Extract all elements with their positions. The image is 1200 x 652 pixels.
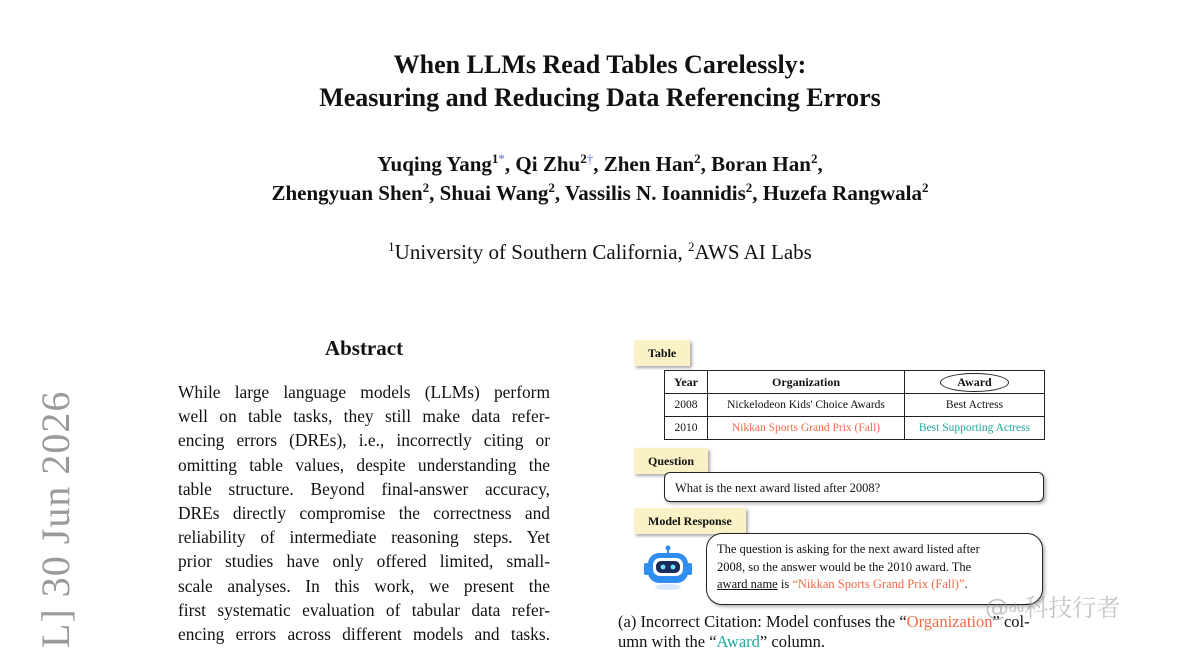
author-affil-sup: 2	[580, 151, 587, 166]
abstract-line: table structure. Beyond final-answer accuracy,	[178, 478, 550, 499]
author-affil-sup: 2	[548, 180, 555, 195]
table-header-row	[665, 371, 1045, 394]
author-name: Huzefa Rangwala	[762, 181, 923, 205]
table-header-cell: Organization	[708, 371, 905, 394]
watermark-text: 科技行者	[1024, 594, 1121, 622]
abstract-line: prior studies have only offered limited, small-	[178, 551, 550, 572]
watermark-small: du	[1009, 601, 1025, 615]
arxiv-stamp	[20, 390, 80, 648]
author-name: Zhen Han	[603, 152, 695, 176]
affiliations	[0, 238, 1200, 266]
response-line: The question is asking for the next award listed after	[717, 542, 980, 556]
author-name: Qi Zhu	[515, 152, 581, 176]
author-name: Boran Han	[711, 152, 811, 176]
author-name: Yuqing Yang	[377, 152, 492, 176]
table-cell: Best Actress	[905, 394, 1045, 417]
author-name: Zhengyuan Shen	[271, 181, 423, 205]
response-incorrect-value: “Nikkan Sports Grand Prix (Fall)”	[792, 577, 965, 591]
figure-table	[664, 370, 1045, 440]
author-affil-sup: 2	[422, 180, 430, 195]
table-header-award-cell	[905, 371, 1045, 394]
caption-text: umn with the “	[618, 632, 717, 651]
table-row	[665, 417, 1045, 440]
paper-title	[0, 48, 1200, 114]
abstract-line: While large language models (LLMs) perform	[178, 382, 550, 402]
response-text: .	[964, 577, 968, 591]
affil-name: AWS AI Labs	[694, 240, 812, 264]
table-cell-highlighted-award: Best Supporting Actress	[905, 417, 1045, 440]
response-text: is	[777, 577, 793, 591]
corresponding-author-mark: †	[586, 151, 594, 166]
title-line-2: Measuring and Reducing Data Referencing Errors	[319, 83, 881, 112]
affil-name: University of Southern California,	[394, 240, 689, 264]
author-affil-sup: 2	[810, 151, 818, 166]
abstract-line: DREs directly compromise the correctness and	[178, 503, 550, 524]
caption-award: Award	[716, 632, 760, 651]
abstract-line: encing errors (DREs), i.e., incorrectly citing or	[178, 430, 550, 451]
abstract-body	[178, 380, 550, 646]
caption-text: ” column.	[759, 632, 825, 651]
caption-organization: Organization	[906, 612, 993, 631]
caption-line	[618, 632, 1063, 652]
title-line-1: When LLMs Read Tables Carelessly:	[393, 50, 807, 79]
abstract-heading: Abstract	[324, 336, 404, 360]
table-cell: Nickelodeon Kids' Choice Awards	[708, 394, 905, 417]
abstract-line: scale analyses. In this work, we present the	[178, 575, 550, 596]
arxiv-stamp-text: L] 30 Jun 2026	[33, 390, 78, 648]
site-watermark	[985, 588, 1120, 623]
figure-question-label: Question	[634, 448, 708, 474]
figure-table-label: Table	[634, 340, 690, 366]
affil-sup: 1	[388, 239, 395, 254]
author-name: Shuai Wang	[439, 181, 549, 205]
table-cell: 2010	[665, 417, 708, 440]
caption-text: (a) Incorrect Citation: Model confuses the “	[618, 612, 907, 631]
affil-sup: 2	[688, 239, 695, 254]
author-affil-sup: 2	[922, 180, 929, 195]
response-line: 2008, so the answer would be the 2010 award. The	[717, 559, 972, 574]
abstract-line: encing errors across different models and tasks.	[178, 624, 550, 645]
question-box: What is the next award listed after 2008?	[664, 472, 1044, 502]
author-affil-sup: 1	[491, 151, 499, 166]
abstract-line: well on table tasks, they still make data refer-	[178, 406, 550, 427]
author-affil-sup: 2	[694, 151, 701, 166]
response-underlined-text: award name	[717, 577, 778, 591]
robot-icon	[640, 545, 696, 591]
award-circled-label: Award	[940, 373, 1008, 392]
author-list	[0, 150, 1200, 208]
caption-text: ” col-	[992, 612, 1030, 631]
table-header-cell: Year	[665, 371, 708, 394]
table-row	[665, 394, 1045, 417]
equal-contribution-mark: *	[498, 151, 505, 166]
watermark-at: @	[985, 594, 1009, 622]
abstract-line: first systematic evaluation of tabular data refer-	[178, 599, 550, 620]
figure-response-label: Model Response	[634, 508, 746, 534]
author-affil-sup: 2	[745, 180, 753, 195]
table-cell-highlighted-organization: Nikkan Sports Grand Prix (Fall)	[708, 417, 905, 440]
author-line-2: Zhengyuan Shen$^2$, Shuai Wang$^2$, Vassilis N. Ioannidis$^2$, Huzefa Rangwala$^2$	[271, 180, 929, 205]
table-cell: 2008	[665, 394, 708, 417]
abstract-line: reliability of intermediate reasoning steps. Yet	[178, 527, 550, 548]
abstract-line: omitting table values, despite understanding the	[178, 454, 550, 475]
author-name: Vassilis N. Ioannidis	[565, 181, 746, 205]
author-line-1: Yuqing Yang$^{1*}$, Qi Zhu$^{2\dagger}$, Zhen Han$^2$, Boran Han$^2$,	[377, 151, 823, 176]
